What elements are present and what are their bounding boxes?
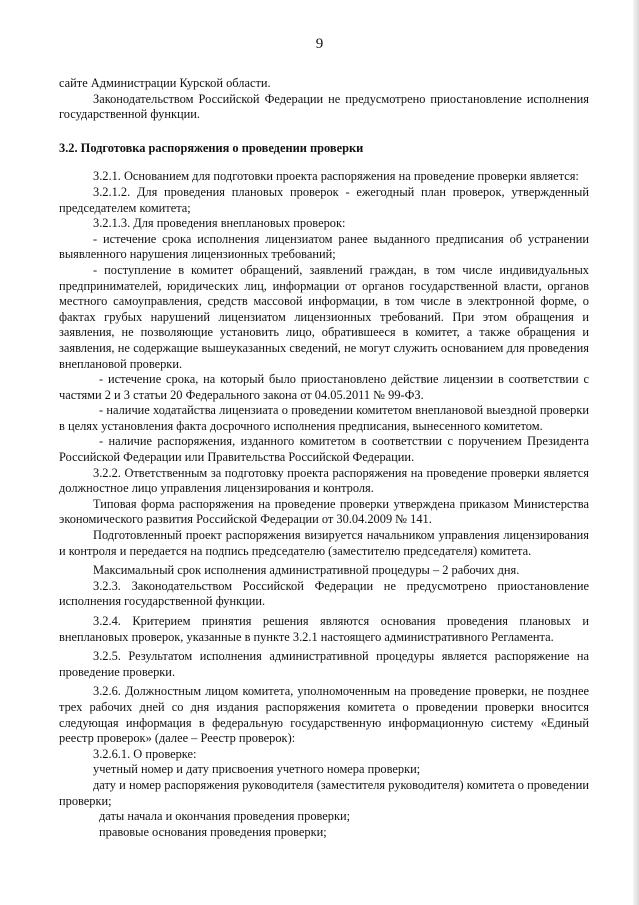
- paragraph-3-2-6-1: 3.2.6.1. О проверке:: [93, 746, 197, 761]
- list-item: - наличие ходатайства лицензиата о проведении комитетом внеплановой выездной проверки в целях установления факта досрочного исполнения предписания, вынесенного комитетом.: [59, 403, 589, 433]
- list-item: правовые основания проведения проверки;: [99, 824, 327, 839]
- paragraph-typical-form: Типовая форма распоряжения на проведение проверки утверждена приказом Министерства экономического развития Российской Федерации от 30.04.2009 № 141.: [59, 496, 589, 527]
- paragraph-prepared-project: Подготовленный проект распоряжения визируется начальником управления лицензирования и контроля и передается на подпись председателю (заместителю председателя) комитета.: [59, 528, 589, 558]
- paragraph-3-2-1: 3.2.1. Основанием для подготовки проекта распоряжения на проведение проверки является:: [93, 169, 579, 184]
- list-item: дату и номер распоряжения руководителя (заместителя руководителя) комитета о проведении проверки;: [59, 777, 589, 808]
- paragraph-1: сайте Администрации Курской области.: [59, 76, 271, 90]
- list-item: даты начала и окончания проведения проверки;: [99, 809, 351, 824]
- list-item: учетный номер и дату присвоения учетного номера проверки;: [93, 762, 421, 777]
- scan-edge: [633, 0, 639, 905]
- list-item: - истечение срока исполнения лицензиатом ранее выданного предписания об устранении выявленного нарушения лицензионных требований;: [59, 231, 589, 262]
- section-heading: 3.2. Подготовка распоряжения о проведении проверки: [59, 140, 364, 155]
- list-item: - наличие распоряжения, изданного комитетом в соответствии с поручением Президента Российской Федерации или Правительства Российской Федерации.: [59, 434, 589, 465]
- paragraph-3-2-5: 3.2.5. Результатом исполнения административной процедуры является распоряжение на проведение проверки.: [59, 649, 589, 679]
- paragraph-3-2-4: 3.2.4. Критерием принятия решения являются основания проведения плановых и внеплановых проверок, указанные в пункте 3.2.1 настоящего административного Регламента.: [59, 614, 589, 644]
- paragraph-max-term: Максимальный срок исполнения административной процедуры – 2 рабочих дня.: [93, 563, 520, 578]
- paragraph-3-2-6: 3.2.6. Должностным лицом комитета, уполномоченным на проведение проверки, не позднее трех рабочих дней со дня издания распоряжения комитета о проведении проверки вносится следующая информация в федеральную государственную информационную систему «Единый реестр проверок» (далее – Реестр проверок):: [59, 684, 589, 746]
- paragraph-2: Законодательством Российской Федерации не предусмотрено приостановление исполнения государственной функции.: [59, 91, 589, 122]
- document-body: [59, 76, 589, 840]
- page-number: 9: [315, 36, 324, 52]
- list-item: - поступление в комитет обращений, заявлений граждан, в том числе индивидуальных предпринимателей, юридических лиц, информации от органов государственной власти, органов местного самоуправления, средств массовой информации, в том числе в электронной форме, о фактах грубых нарушений лицензиатом лицензионных требований. При этом обращения и заявления, не позволяющие установить лицо, обратившееся в комитет, а также обращения и заявления, не содержащие вышеуказанных сведений, не могут служить основанием для проведения внеплановой проверки.: [59, 262, 589, 371]
- paragraph-3-2-2: 3.2.2. Ответственным за подготовку проекта распоряжения на проведение проверки является должностное лицо управления лицензирования и контроля.: [59, 465, 589, 496]
- list-item: - истечение срока, на который было приостановлено действие лицензии в соответствии с частями 2 и 3 статьи 20 Федерального закона от 04.05.2011 № 99-ФЗ.: [59, 372, 589, 402]
- paragraph-3-2-1-2: 3.2.1.2. Для проведения плановых проверок - ежегодный план проверок, утвержденный председателем комитета;: [59, 184, 589, 215]
- paragraph-3-2-3: 3.2.3. Законодательством Российской Федерации не предусмотрено приостановление исполнения государственной функции.: [59, 578, 589, 609]
- paragraph-3-2-1-3: 3.2.1.3. Для проведения внеплановых проверок:: [93, 216, 346, 231]
